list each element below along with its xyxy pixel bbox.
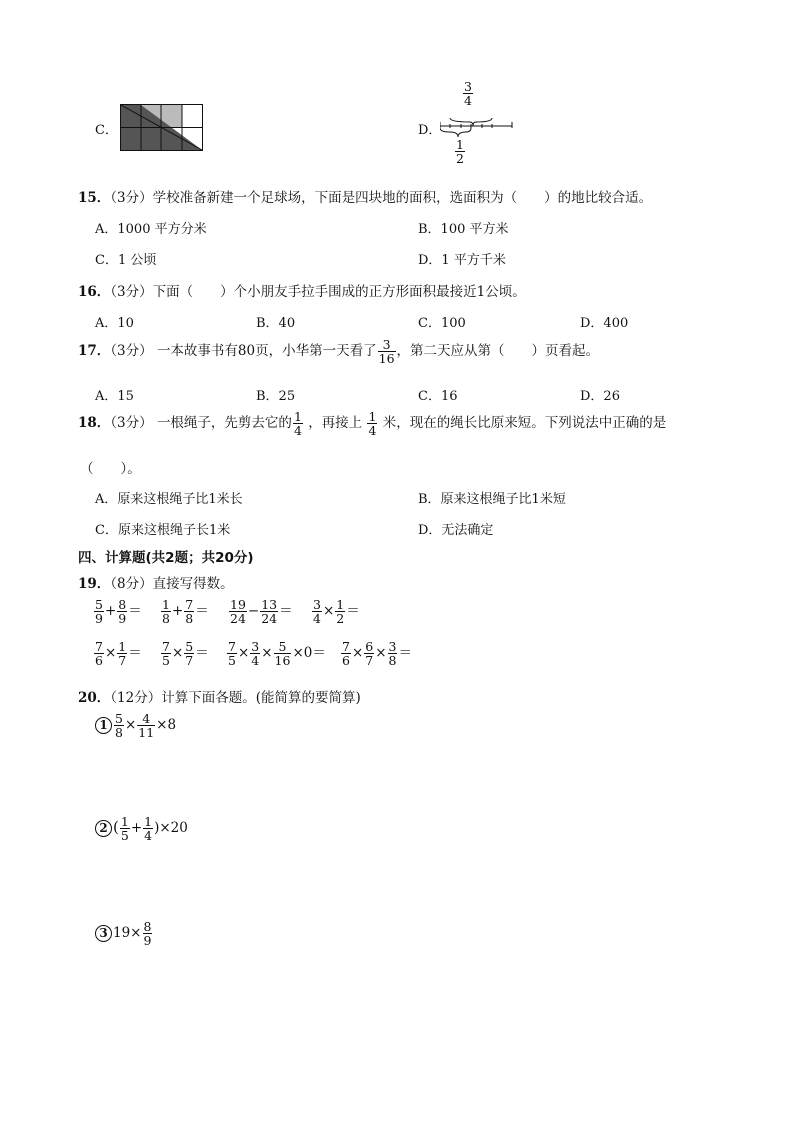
fraction-top: $\frac{3}{4}$ xyxy=(464,79,472,109)
q19-expr-2: $\frac{1}{8}$ + $\frac{7}{8}$ ＝ xyxy=(162,597,209,627)
q18-option-c: C．原来这根绳子长1米 xyxy=(95,523,231,538)
circled-number-3: 3 xyxy=(95,925,112,942)
q17-option-d: D．26 xyxy=(580,389,620,404)
q15-option-d: D．1 平方千米 xyxy=(418,253,506,268)
q20-problem-1: 1 $\frac{5}{8}$ × $\frac{4}{11}$ ×8 xyxy=(95,712,176,739)
q18-option-b: B．原来这根绳子比1米短 xyxy=(418,492,566,507)
question-16: 16．（3分）下面（ ）个小朋友手拉手围成的正方形面积最接近1公顷。 xyxy=(78,284,526,300)
q17-option-b: B．25 xyxy=(256,389,296,404)
q17-option-a: A．15 xyxy=(95,389,134,404)
question-17: 17．（3分） 一本故事书有80页，小华第一天看了 $\frac{3}{16}$ ，第二天应从第（ ）页看起。 xyxy=(78,337,600,367)
q15-option-a: A．1000 平方分米 xyxy=(95,222,207,237)
q18-option-d: D．无法确定 xyxy=(418,523,494,538)
question-18: 18．（3分） 一根绳子，先剪去它的 $\frac{1}{4}$ ，再接上 $\frac{1}{4}$ 米，现在的绳长比原来短。下列说法中正确的是 xyxy=(78,409,667,439)
q19-expr-6: $\frac{7}{5}$ × $\frac{5}{7}$ ＝ xyxy=(162,639,209,669)
q16-option-d: D．400 xyxy=(580,316,629,331)
circled-number-1: 1 xyxy=(95,717,112,734)
fraction-bottom: $\frac{1}{2}$ xyxy=(456,137,464,167)
q16-option-c: C．100 xyxy=(418,316,466,331)
number-line-figure xyxy=(440,112,514,140)
q19-expr-1: $\frac{5}{9}$ + $\frac{8}{9}$ ＝ xyxy=(95,597,142,627)
q18-option-a: A．原来这根绳子比1米长 xyxy=(95,492,243,507)
q15-option-b: B．100 平方米 xyxy=(418,222,509,237)
q20-problem-2: 2 ( $\frac{1}{5}$ + $\frac{1}{4}$ )×20 xyxy=(95,815,188,842)
option-d-label: D． xyxy=(418,123,442,138)
q19-expr-7: $\frac{7}{5}$ × $\frac{3}{4}$ × $\frac{5}{16}$ ×0＝ xyxy=(228,639,326,669)
question-19: 19．（8分）直接写得数。 xyxy=(78,576,234,592)
circled-number-2: 2 xyxy=(95,820,112,837)
question-15: 15．（3分）学校准备新建一个足球场，下面是四块地的面积，选面积为（ ）的地比较合适。 xyxy=(78,190,653,206)
q19-expr-5: $\frac{7}{6}$ × $\frac{1}{7}$ ＝ xyxy=(95,639,142,669)
q19-expr-4: $\frac{3}{4}$ × $\frac{1}{2}$ ＝ xyxy=(313,597,360,627)
question-20: 20．（12分）计算下面各题。(能简算的要简算) xyxy=(78,690,361,706)
q20-problem-3: 3 19× $\frac{8}{9}$ xyxy=(95,920,153,947)
q16-option-b: B．40 xyxy=(256,316,296,331)
q19-expr-3: $\frac{19}{24}$ − $\frac{13}{24}$ ＝ xyxy=(230,597,293,627)
section-title: 四、计算题(共2题；共20分) xyxy=(78,550,254,566)
q15-option-c: C．1 公顷 xyxy=(95,253,157,268)
q17-option-c: C．16 xyxy=(418,389,458,404)
q19-expr-8: $\frac{7}{6}$ × $\frac{6}{7}$ × $\frac{3}{8}$ ＝ xyxy=(342,639,412,669)
q18-answer-blank: （ ）。 xyxy=(80,461,141,477)
option-c-label: C． xyxy=(95,123,118,138)
q16-option-a: A．10 xyxy=(95,316,134,331)
grid-figure xyxy=(120,104,204,152)
